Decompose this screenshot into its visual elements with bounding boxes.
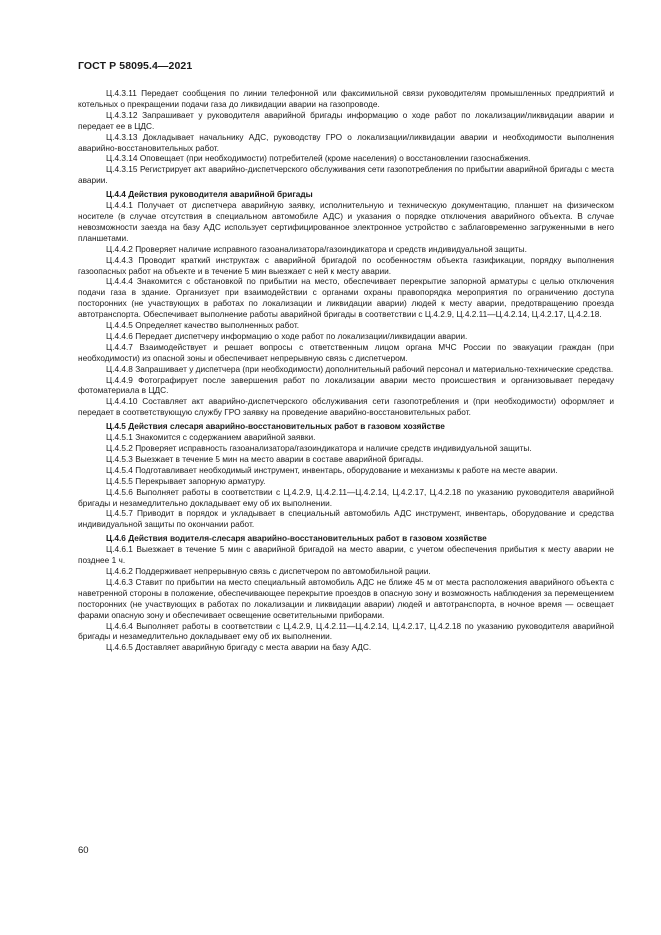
paragraph: Ц.4.3.13 Докладывает начальнику АДС, руководству ГРО о локализации/ликвидации аварии и необходимости выполнения аварийно-восстановительных работ. bbox=[78, 131, 614, 153]
page-number: 60 bbox=[78, 845, 89, 856]
paragraph: Ц.4.5.1 Знакомится с содержанием аварийной заявки. bbox=[106, 432, 316, 443]
standard-header: ГОСТ Р 58095.4—2021 bbox=[78, 60, 193, 72]
paragraph: Ц.4.6.1 Выезжает в течение 5 мин с аварийной бригадой на место аварии, с учетом обеспечения прибытия к месту аварии не позднее 1 ч. bbox=[78, 544, 614, 566]
paragraph: Ц.4.5.2 Проверяет исправность газоанализатора/газоиндикатора и наличие средств индивидуальной защиты. bbox=[106, 443, 532, 453]
section-heading: Ц.4.5 Действия слесаря аварийно-восстановительных работ в газовом хозяйстве bbox=[106, 421, 445, 432]
paragraph: Ц.4.3.14 Оповещает (при необходимости) потребителей (кроме населения) о восстановлении газоснабжения. bbox=[106, 153, 531, 164]
paragraph: Ц.4.4.6 Передает диспетчеру информацию о ходе работ по локализации/ликвидации аварии. bbox=[106, 330, 468, 341]
paragraph: Ц.4.5.4 Подготавливает необходимый инструмент, инвентарь, оборудование и механизмы к работе на месте аварии. bbox=[106, 464, 558, 475]
paragraph: Ц.4.6.4 Выполняет работы в соответствии с Ц.4.2.9, Ц.4.2.11—Ц.4.2.14, Ц.4.2.17, Ц.4.2.18 по указанию руководителя аварийной бригады и незамедлительно докладывает ему об их выполнении. bbox=[78, 620, 614, 642]
paragraph: Ц.4.6.5 Доставляет аварийную бригаду с места аварии на базу АДС. bbox=[106, 642, 372, 653]
paragraph: Ц.4.5.5 Перекрывает запорную арматуру. bbox=[106, 475, 266, 486]
paragraph: Ц.4.4.4 Знакомится с обстановкой по прибытии на место, обеспечивает перекрытие запорной арматуры с целью отключения подачи газа в здание. Организует при взаимодействии с органами охраны правопорядка мероприятия по ограничению доступа посторонних (не участвующих в работах по локализации и ликвидации аварии) людей к месту аварии, предотвращению проезда автотранспорта. Обеспечивает выполнение работы аварийной бригады в соответствии с Ц.4.2.9, Ц.4.2.11—Ц.4.2.14, Ц.4.2.17, Ц.4.2.18. bbox=[78, 276, 614, 320]
section-heading: Ц.4.6 Действия водителя-слесаря аварийно-восстановительных работ в газовом хозяйстве bbox=[106, 533, 487, 544]
section-heading: Ц.4.4 Действия руководителя аварийной бригады bbox=[106, 189, 313, 200]
paragraph: Ц.4.4.9 Фотографирует после завершения работ по локализации аварии место происшествия и организовывает передачу фотоматериала в ЦДС. bbox=[78, 374, 614, 396]
paragraph: Ц.4.4.1 Получает от диспетчера аварийную заявку, исполнительную и техническую документацию, планшет на физическом носителе (в случае отсутствия в специальном автомобиле АДС) и указания о порядке отключения аварийного объекта. В случае невозможности заезда на базу АДС использует сертифицированное электронное устройство с заблаговременно загруженными в него планшетами. bbox=[78, 200, 614, 243]
paragraph: Ц.4.5.7 Приводит в порядок и укладывает в специальный автомобиль АДС инструмент, инвентарь, оборудование и средства индивидуальной защиты по окончании работ. bbox=[78, 508, 614, 530]
paragraph: Ц.4.3.15 Регистрирует акт аварийно-диспетчерского обслуживания сети газопотребления по прибытии аварийной бригады с места аварии. bbox=[78, 164, 614, 186]
paragraph: Ц.4.4.10 Составляет акт аварийно-диспетчерского обслуживания сети газопотребления и (при необходимости) оформляет и передает в соответствующую службу ГРО заявку на проведение аварийно-восстановительных работ. bbox=[78, 396, 614, 418]
paragraph: Ц.4.4.3 Проводит краткий инструктаж с аварийной бригадой по особенностям объекта газификации, порядку выполнения газоопасных работ на объекте и в течение 5 мин выезжает с ней к месту аварии. bbox=[78, 254, 614, 276]
paragraph: Ц.4.5.6 Выполняет работы в соответствии с Ц.4.2.9, Ц.4.2.11—Ц.4.2.14, Ц.4.2.17, Ц.4.2.18 по указанию руководителя аварийной бригады и незамедлительно докладывает ему об их выполнении. bbox=[78, 486, 614, 508]
paragraph: Ц.4.6.3 Ставит по прибытии на место специальный автомобиль АДС не ближе 45 м от места расположения аварийного объекта с наветренной стороны в положение, обеспечивающее перекрытие проездов в опасную зону и возможность наблюдения за перемещением посторонних (не участвующих в работах по локализации и ликвидации аварии) людей и автотранспорта, в ночное время — освещает фарами опасную зону и обеспечивает освещение осветительными приборами. bbox=[78, 576, 614, 620]
document-body bbox=[78, 88, 614, 653]
paragraph: Ц.4.4.2 Проверяет наличие исправного газоанализатора/газоиндикатора и средств индивидуальной защиты. bbox=[106, 243, 527, 254]
paragraph: Ц.4.4.8 Запрашивает у диспетчера (при необходимости) дополнительный рабочий персонал и материально-технические средства. bbox=[106, 363, 614, 374]
paragraph: Ц.4.5.3 Выезжает в течение 5 мин на место аварии в составе аварийной бригады. bbox=[106, 453, 424, 464]
paragraph: Ц.4.3.11 Передает сообщения по линии телефонной или факсимильной связи руководителям промышленных предприятий и котельных о прекращении подачи газа до ликвидации аварии на газопроводе. bbox=[78, 88, 614, 109]
paragraph: Ц.4.3.12 Запрашивает у руководителя аварийной бригады информацию о ходе работ по локализации/ликвидации аварии и передает ее в ЦДС. bbox=[78, 109, 614, 131]
paragraph: Ц.4.6.2 Поддерживает непрерывную связь с диспетчером по автомобильной рации. bbox=[106, 565, 431, 576]
paragraph: Ц.4.4.5 Определяет качество выполненных работ. bbox=[106, 320, 300, 331]
paragraph: Ц.4.4.7 Взаимодействует и решает вопросы с ответственным лицом органа МЧС России по эвакуации граждан (при необходимости) из опасной зоны и обеспечивает непрерывную связь с диспетчером. bbox=[78, 341, 614, 363]
